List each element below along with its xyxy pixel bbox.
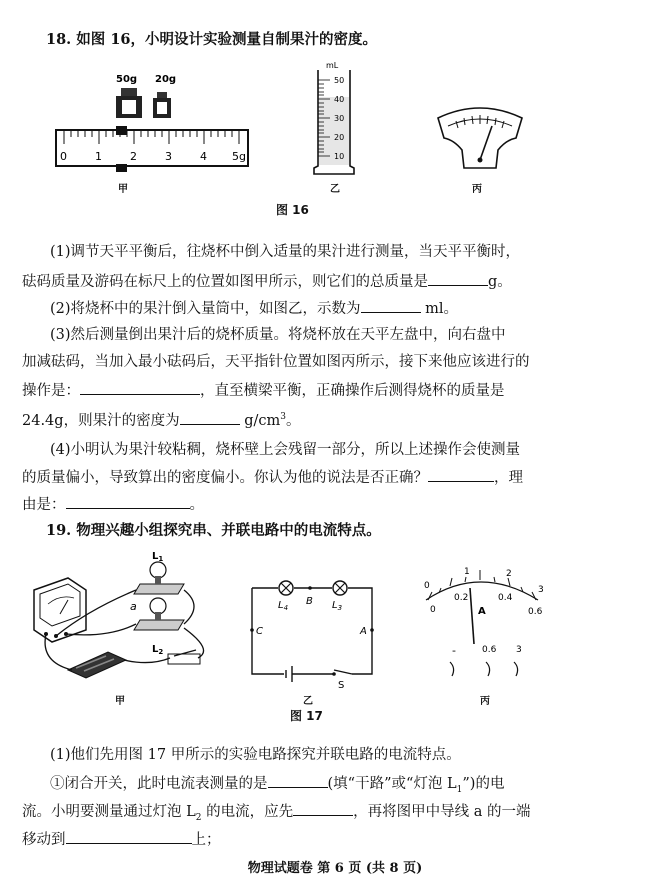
fig17-label-bing: 丙 — [480, 696, 490, 707]
scale-tick-4: 4 — [200, 150, 207, 163]
q18-p4-text2: ，理 — [494, 470, 523, 486]
q19-p3-text: 流。小明要测量通过灯泡 L — [22, 804, 196, 820]
fig17-yi-C: C — [256, 626, 263, 637]
cylinder-tick-40: 40 — [334, 95, 345, 104]
scale-tick-1: 1 — [95, 150, 102, 163]
fig16-measuring-cylinder — [310, 58, 360, 180]
q19-p2-sub: 1 — [456, 784, 463, 795]
q18-p2-text: (2)将烧杯中的果汁倒入量筒中，如图乙，示数为 — [50, 301, 361, 317]
answer-blank-correct[interactable] — [428, 467, 494, 482]
dial-needle — [470, 588, 474, 644]
fig17-yi-S: S — [338, 680, 345, 688]
dial-terminal-3: 3 — [516, 645, 522, 655]
q18-p1-line1: (1)调节天平平衡后，往烧杯中倒入适量的果汁进行测量，当天平平衡时， — [50, 244, 521, 260]
weight-label-20g: 20g — [155, 74, 177, 85]
fig16-label-jia: 甲 — [118, 184, 128, 195]
scale-tick-2: 2 — [130, 150, 137, 163]
q18-p1-text: 砝码质量及游码在标尺上的位置如图甲所示，则它们的总质量是 — [22, 274, 428, 290]
q18-p3-line2: 加减砝码，当加入最小砝码后，天平指针位置如图丙所示，接下来他应该进行的 — [22, 354, 530, 370]
q18-p4-end: 。 — [189, 497, 204, 513]
answer-blank-density[interactable] — [180, 410, 240, 425]
fig17-yi-A: A — [360, 626, 367, 637]
q19-p4-text: 移动到 — [22, 832, 66, 848]
fig16-caption: 图 16 — [276, 203, 309, 217]
answer-blank-move-to[interactable] — [66, 829, 192, 844]
q19-p2-end: ”)的电 — [462, 776, 505, 792]
fig17-ammeter-dial — [414, 566, 554, 686]
fig16-balance-pointer — [434, 104, 526, 172]
scale-rider — [116, 126, 127, 135]
q18-p3-text: 操作是： — [22, 383, 80, 399]
scale-tick-0: 0 — [60, 150, 67, 163]
answer-blank-volume[interactable] — [361, 298, 421, 313]
fig17-label-yi: 乙 — [303, 696, 313, 707]
fig17-jia-L1: $L_1$ — [152, 551, 164, 563]
q18-p3-text3: 24.4g，则果汁的密度为 — [22, 412, 180, 429]
cylinder-tick-10: 10 — [334, 152, 345, 161]
q18-p2-line — [50, 298, 458, 319]
q19-p2-hint: (填“干路”或“灯泡 L — [327, 776, 457, 792]
cylinder-tick-50: 50 — [334, 76, 345, 85]
q19-p3-text2: 的电流，应先 — [201, 804, 294, 820]
fig17-label-jia: 甲 — [115, 696, 125, 707]
answer-blank-total-mass[interactable] — [428, 271, 488, 286]
fig16-balance-scale — [50, 60, 255, 180]
dial-terminal-minus: - — [452, 644, 456, 657]
q19-p3-sub: 2 — [195, 812, 202, 823]
q19-p1: (1)他们先用图 17 甲所示的实验电路探究并联电路的电流特点。 — [50, 747, 461, 763]
q19-title: 19. 物理兴趣小组探究串、并联电路中的电流特点。 — [46, 522, 381, 539]
dial-unit: A — [478, 606, 486, 617]
q19-p3-text3: ，再将图甲中导线 a 的一端 — [353, 804, 531, 820]
q18-p4-text3: 由是： — [22, 497, 66, 513]
weight-20g — [153, 92, 171, 118]
fig17-jia-L2: $L_2$ — [152, 644, 164, 656]
q19-p2-line — [50, 773, 504, 800]
q18-title: 18. 如图 16，小明设计实验测量自制果汁的密度。 — [46, 31, 377, 48]
scale-tick-5: 5g — [232, 150, 246, 163]
fig17-circuit-photo — [28, 550, 218, 684]
fig17-yi-L4: $L_4$ — [278, 600, 289, 612]
q18-p3-text2: ，直至横梁平衡，正确操作后测得烧杯的质量是 — [200, 383, 505, 399]
q18-p3-line1: (3)然后测量倒出果汁后的烧杯质量。将烧杯放在天平左盘中，向右盘中 — [50, 327, 506, 343]
dial-bottom-tick-0: 0 — [430, 605, 436, 615]
cylinder-unit: mL — [326, 61, 339, 70]
answer-blank-reason[interactable] — [66, 494, 190, 509]
weight-label-50g: 50g — [116, 74, 138, 85]
fig17-caption: 图 17 — [290, 709, 323, 723]
q18-p1-unit: g。 — [488, 274, 512, 290]
dial-top-tick-1: 1 — [464, 567, 470, 577]
q18-density-unit-sup: 3 — [280, 412, 286, 422]
q18-p1-line2 — [22, 271, 512, 292]
fig17-series-circuit — [248, 578, 378, 688]
fig17-yi-L3: $L_3$ — [332, 600, 343, 612]
answer-blank-operation[interactable] — [80, 380, 200, 395]
q19-p2-text: ①闭合开关，此时电流表测量的是 — [50, 776, 268, 792]
dial-top-tick-2: 2 — [506, 569, 512, 579]
dial-top-tick-0: 0 — [424, 581, 430, 591]
cylinder-tick-30: 30 — [334, 114, 345, 123]
q18-p4-line3 — [22, 494, 204, 515]
fig16-label-yi: 乙 — [330, 184, 340, 195]
dial-top-tick-3: 3 — [538, 585, 544, 595]
q18-p3-line3 — [22, 380, 505, 401]
q18-p4-line1: (4)小明认为果汁较粘稠，烧杯壁上会残留一部分，所以上述操作会使测量 — [50, 442, 521, 458]
q19-p4-line — [22, 829, 221, 850]
answer-blank-first-step[interactable] — [293, 801, 353, 816]
scale-tick-3: 3 — [165, 150, 172, 163]
q18-density-unit: g/cm — [244, 412, 281, 429]
q19-p4-end: 上； — [191, 832, 221, 848]
q18-p2-unit: ml。 — [425, 301, 459, 317]
weight-50g — [116, 88, 142, 118]
fig16-label-bing: 丙 — [472, 184, 482, 195]
dial-bottom-tick-2: 0.4 — [498, 593, 513, 603]
fig17-jia-wire-a: a — [130, 600, 137, 613]
cylinder-tick-20: 20 — [334, 133, 345, 142]
page-footer: 物理试题卷 第 6 页 (共 8 页) — [247, 861, 423, 876]
dial-bottom-tick-3: 0.6 — [528, 607, 543, 617]
q18-p3-line4 — [22, 407, 300, 431]
answer-blank-measured[interactable] — [268, 773, 328, 788]
fig17-yi-B: B — [306, 596, 313, 607]
q18-p4-text: 的质量偏小，导致算出的密度偏小。你认为他的说法是否正确？ — [22, 470, 428, 486]
q19-p3-line — [22, 801, 530, 828]
dial-terminal-0-6: 0.6 — [482, 645, 497, 655]
dial-bottom-tick-1: 0.2 — [454, 593, 469, 603]
q18-p4-line2 — [22, 467, 523, 488]
q18-p3-end: 。 — [285, 412, 301, 429]
